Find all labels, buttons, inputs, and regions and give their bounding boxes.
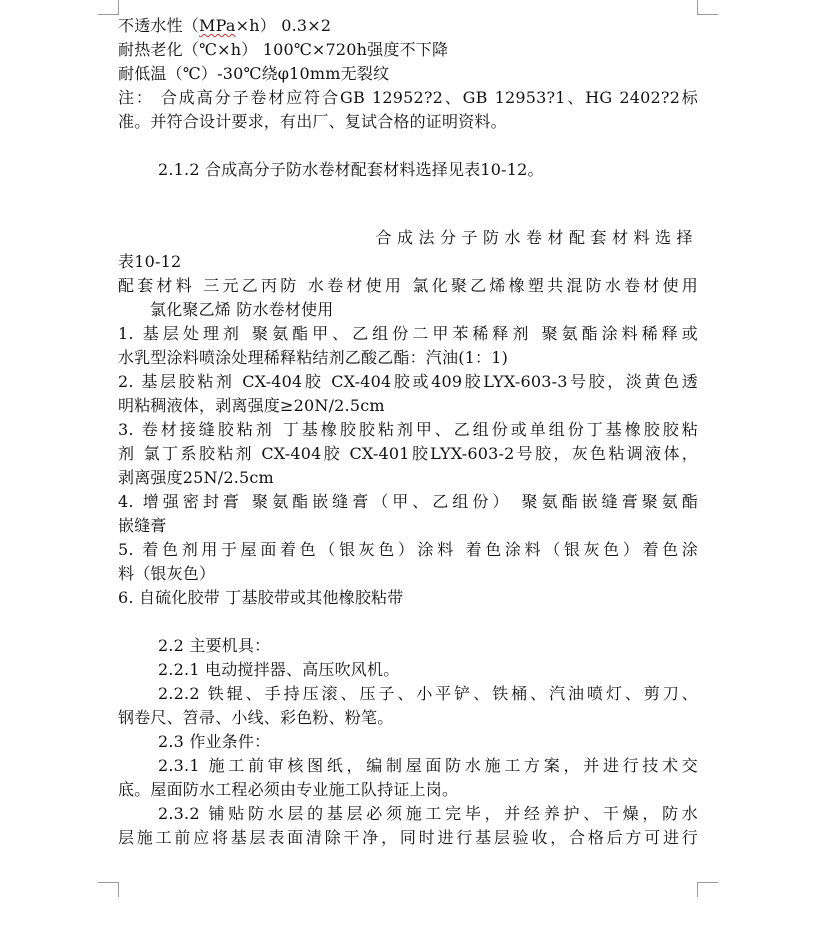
- table-header-line-1: 配套材料 三元乙丙防 水卷材使用 氯化聚乙烯橡塑共混防水卷材使用: [118, 276, 698, 295]
- section-2-3-1-line-1: 2.3.1 施工前审核图纸，编制屋面防水施工方案，并进行技术交: [158, 756, 698, 775]
- section-2-2-2-line-2: 钢卷尺、笤帚、小线、彩色粉、粉笔。: [118, 708, 394, 727]
- spec-heat-aging: 耐热老化（℃×h） 100℃×720h强度不下降: [118, 40, 449, 59]
- note-line-2: 准。并符合设计要求，有出厂、复试合格的证明资料。: [118, 112, 507, 131]
- spec-impermeability-suffix: ×h） 0.3×2: [235, 16, 332, 35]
- note-line-1: 注： 合成高分子卷材应符合GB 12952?2、GB 12953?1、HG 2402?2标: [118, 88, 698, 107]
- blank-line: [118, 134, 698, 158]
- document-body[interactable]: [118, 14, 698, 850]
- table-row-1-line-2: 水乳型涂料喷涂处理稀释粘结剂乙酸乙酯：汽油(1：1): [118, 348, 509, 367]
- blank-line: [118, 610, 698, 634]
- section-2-3-1-line-2: 底。屋面防水工程必须由专业施工队持证上岗。: [118, 780, 459, 799]
- page-corner-mark-bottom-right: [697, 882, 718, 897]
- table-header-line-2: 氯化聚乙烯 防水卷材使用: [150, 300, 334, 319]
- section-2-2-1: 2.2.1 电动搅拌器、高压吹风机。: [158, 660, 400, 679]
- table-row-4-line-1: 4. 增强密封膏 聚氨酯嵌缝膏（甲、乙组份） 聚氨酯嵌缝膏聚氨酯: [118, 492, 698, 511]
- table-row-2-line-2: 明粘稠液体，剥离强度≥20N/2.5cm: [118, 396, 385, 415]
- table-row-3-line-2: 剂 氯丁系胶粘剂 CX-404胶 CX-401胶LYX-603-2号胶，灰色粘调液体，: [118, 444, 698, 463]
- section-2-2: 2.2 主要机具：: [158, 636, 271, 655]
- spacer: [118, 206, 698, 226]
- table-row-5-line-2: 料（银灰色）: [118, 564, 216, 583]
- table-row-6-line-1: 6. 自硫化胶带 丁基胶带或其他橡胶粘带: [118, 588, 404, 607]
- table-row-4-line-2: 嵌缝膏: [118, 516, 167, 535]
- spec-impermeability-prefix: 不透水性（: [118, 16, 200, 35]
- section-2-3-2-line-2: 层施工前应将基层表面清除干净，同时进行基层验收，合格后方可进行: [118, 828, 698, 847]
- section-2-3: 2.3 作业条件：: [158, 732, 271, 751]
- table-title: 合成法分子防水卷材配套材料选择: [375, 228, 698, 247]
- table-number: 表10-12: [118, 252, 182, 271]
- section-2-2-2-line-1: 2.2.2 铁辊、手持压滚、压子、小平铲、铁桶、汽油喷灯、剪刀、: [158, 684, 698, 703]
- page-corner-mark-top-left: [98, 0, 119, 15]
- spec-impermeability: [118, 14, 698, 38]
- spec-low-temperature: 耐低温（℃）-30℃绕φ10mm无裂纹: [118, 64, 390, 83]
- spelling-flagged-word: MPa: [199, 16, 236, 35]
- page-corner-mark-bottom-left: [98, 882, 119, 897]
- blank-line: [118, 182, 698, 206]
- page-corner-mark-top-right: [697, 0, 718, 15]
- section-2-1-2: 2.1.2 合成高分子防水卷材配套材料选择见表10-12。: [158, 160, 544, 179]
- table-row-3-line-1: 3. 卷材接缝胶粘剂 丁基橡胶胶粘剂甲、乙组份或单组份丁基橡胶胶粘: [118, 420, 698, 439]
- table-row-5-line-1: 5. 着色剂用于屋面着色（银灰色）涂料 着色涂料（银灰色）着色涂: [118, 540, 698, 559]
- table-row-1-line-1: 1. 基层处理剂 聚氨酯甲、乙组份二甲苯稀释剂 聚氨酯涂料稀释或: [118, 324, 698, 343]
- table-row-2-line-1: 2. 基层胶粘剂 CX-404胶 CX-404胶或409胶LYX-603-3号胶，淡黄色透: [118, 372, 698, 391]
- table-row-3-line-3: 剥离强度25N/2.5cm: [118, 468, 274, 487]
- section-2-3-2-line-1: 2.3.2 铺贴防水层的基层必须施工完毕，并经养护、干燥，防水: [158, 804, 698, 823]
